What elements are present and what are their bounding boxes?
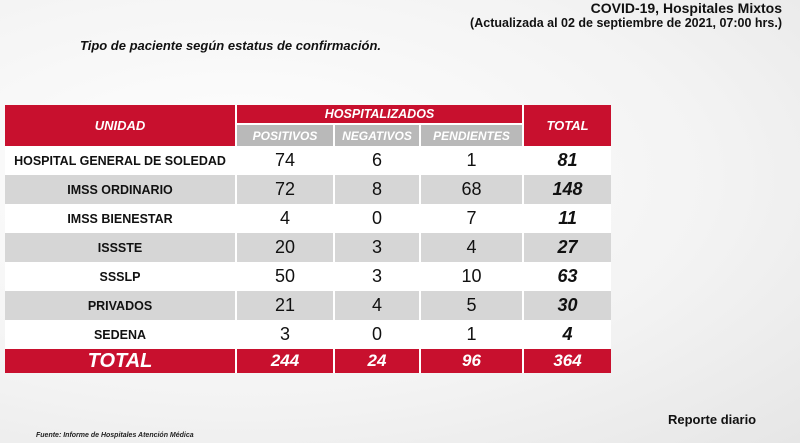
table-row (5, 262, 611, 291)
cell-total: 148 (523, 175, 611, 204)
cell-total: 11 (523, 204, 611, 233)
total-pendientes: 96 (420, 349, 523, 373)
col-header-negativos: NEGATIVOS (334, 124, 420, 146)
cell-pendientes: 5 (420, 291, 523, 320)
cell-negativos: 6 (334, 146, 420, 175)
totals-label: TOTAL (5, 349, 236, 373)
total-positivos: 244 (236, 349, 334, 373)
table-row (5, 291, 611, 320)
cell-unidad: SSSLP (5, 262, 236, 291)
report-date: (Actualizada al 02 de septiembre de 2021, 07:00 hrs.) (470, 16, 782, 30)
col-header-total: TOTAL (523, 105, 611, 146)
cell-positivos: 20 (236, 233, 334, 262)
col-header-hospitalizados: HOSPITALIZADOS (236, 105, 523, 124)
cell-total: 81 (523, 146, 611, 175)
table-row (5, 233, 611, 262)
cell-pendientes: 1 (420, 320, 523, 349)
cell-pendientes: 7 (420, 204, 523, 233)
col-header-unidad: UNIDAD (5, 105, 236, 146)
report-footer: Reporte diario (668, 412, 757, 427)
hospital-table (5, 105, 611, 373)
source-note: Fuente: Informe de Hospitales Atención Médica (36, 432, 194, 439)
cell-positivos: 3 (236, 320, 334, 349)
totals-row (5, 349, 611, 373)
cell-pendientes: 68 (420, 175, 523, 204)
cell-negativos: 3 (334, 262, 420, 291)
page-subtitle: Tipo de paciente según estatus de confirmación. (80, 38, 381, 53)
cell-unidad: HOSPITAL GENERAL DE SOLEDAD (5, 146, 236, 175)
cell-negativos: 8 (334, 175, 420, 204)
cell-total: 4 (523, 320, 611, 349)
cell-total: 63 (523, 262, 611, 291)
cell-unidad: PRIVADOS (5, 291, 236, 320)
col-header-positivos: POSITIVOS (236, 124, 334, 146)
cell-positivos: 72 (236, 175, 334, 204)
cell-negativos: 3 (334, 233, 420, 262)
cell-total: 30 (523, 291, 611, 320)
cell-total: 27 (523, 233, 611, 262)
cell-pendientes: 10 (420, 262, 523, 291)
cell-positivos: 21 (236, 291, 334, 320)
cell-negativos: 0 (334, 320, 420, 349)
col-header-pendientes: PENDIENTES (420, 124, 523, 146)
cell-negativos: 4 (334, 291, 420, 320)
cell-unidad: IMSS BIENESTAR (5, 204, 236, 233)
cell-positivos: 4 (236, 204, 334, 233)
cell-negativos: 0 (334, 204, 420, 233)
cell-unidad: ISSSTE (5, 233, 236, 262)
table-row (5, 146, 611, 175)
total-negativos: 24 (334, 349, 420, 373)
report-title: COVID-19, Hospitales Mixtos (590, 0, 782, 16)
cell-pendientes: 1 (420, 146, 523, 175)
table-row (5, 320, 611, 349)
cell-unidad: IMSS ORDINARIO (5, 175, 236, 204)
cell-pendientes: 4 (420, 233, 523, 262)
cell-unidad: SEDENA (5, 320, 236, 349)
cell-positivos: 50 (236, 262, 334, 291)
cell-positivos: 74 (236, 146, 334, 175)
table-row (5, 175, 611, 204)
table-row (5, 204, 611, 233)
total-total: 364 (523, 349, 611, 373)
